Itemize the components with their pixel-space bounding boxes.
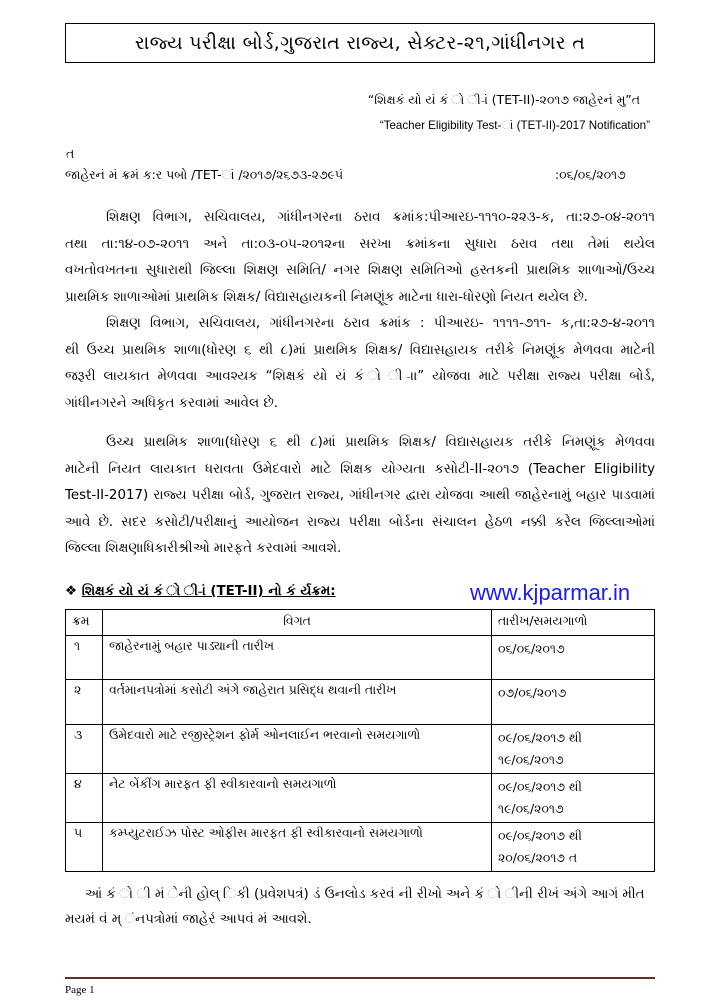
row-date-end: ૧૯/૦૬/૨૦૧૭ bbox=[498, 801, 564, 816]
board-title: રાજ્ય પરીક્ષા બોર્ડ,ગુજરાત રાજ્ય, સેક્ટર-૨૧,ગાંધીનગર ત bbox=[134, 32, 586, 54]
row-detail: જાહેરનામું બહાર પાડ્યાની તારીખ bbox=[103, 636, 492, 680]
column-header-serial: ક્રમ bbox=[66, 610, 103, 636]
table-header-row bbox=[66, 610, 655, 636]
diamond-bullet-icon: ❖ bbox=[65, 584, 78, 599]
notice-title-english: “Teacher Eligibility Test-ાં (TET-II)-2017 Notification” bbox=[379, 119, 650, 132]
table-row bbox=[66, 680, 655, 725]
table-row bbox=[66, 774, 655, 823]
row-date bbox=[492, 725, 655, 774]
paragraph-line: આવે છે. સદર કસોટી/પરીક્ષાનું આયોજન રાજ્ય પરીક્ષા બોર્ડના સંચાલન હેઠળ નક્કી કરેલ જિલ્લાઓમાં bbox=[65, 514, 655, 530]
column-header-detail: વિગત bbox=[103, 610, 492, 636]
row-date-start: ૦૯/૦૬/૨૦૧૭ થી bbox=[498, 779, 582, 794]
admit-card-note bbox=[65, 882, 655, 932]
paragraph-line: તથા તા:૧૪-૦૭-૨૦૧૧ અને તા:૦૩-૦૫-૨૦૧૨ના સરખા ક્રમાંકના સુધારા ઠરાવ તથા તેમાં થયેલ bbox=[65, 236, 655, 252]
row-date bbox=[492, 823, 655, 872]
paragraph-line: Test-II-2017) રાજ્ય પરીક્ષા બોર્ડ, ગુજરાત રાજ્ય, ગાંધીનગર દ્વારા યોજવા આથી જાહેરનામું બહાર પાડવામાં bbox=[65, 488, 655, 503]
paragraph-2 bbox=[65, 311, 655, 417]
page-number: Page 1 bbox=[65, 984, 95, 996]
paragraph-1 bbox=[65, 205, 655, 311]
schedule-heading bbox=[65, 584, 336, 599]
row-date bbox=[492, 680, 655, 725]
board-title-box bbox=[65, 23, 655, 63]
schedule-heading-text: શિક્ષકં યો યં કં ો ી-ાં (TET-II) નો કં ર્યક્રમ: bbox=[81, 584, 336, 599]
row-number: ૩ bbox=[66, 725, 103, 774]
paragraph-line: જિલ્લા શિક્ષણાધિકારીશ્રીઓ મારફતે કરવામાં આવશે. bbox=[65, 541, 342, 556]
paragraph-line: માટેની નિયત લાયકાત ધરાવતા ઉમેદવારો માટે શિક્ષક યોગ્યતા કસોટી-II-૨૦૧૭ (Teacher Eligibility bbox=[65, 461, 655, 477]
row-date-end: ૨૦/૦૬/૨૦૧૭ ત bbox=[498, 850, 578, 865]
paragraph-line: શિક્ષણ વિભાગ, સચિવાલય, ગાંધીનગરના ઠરાવ ક્રમાંક : પીઆરઇ- ૧૧૧૧-૭૧૧- ક,તા:૨૭-૪-૨૦૧૧ bbox=[106, 316, 655, 331]
website-watermark: www.kjparmar.in bbox=[470, 580, 631, 605]
row-date-start: ૦૯/૦૬/૨૦૧૭ થી bbox=[498, 730, 582, 745]
row-detail: ઉમેદવારો માટે રજીસ્ટ્રેશન ફોર્મ ઓનલાઈન ભરવાનો સમયગાળો bbox=[103, 725, 492, 774]
note-line: આં કં ો ી મં ેની હોલ્ િકી (પ્રવેશપત્રં) ડં ઉનલોડ કરવં ની રીખો અને કં ો ીની રીખં અંગે આગં મીત bbox=[85, 887, 645, 902]
row-date-start: ૦૬/૦૬/૨૦૧૭ bbox=[498, 641, 565, 656]
row-date-end: ૧૯/૦૬/૨૦૧૭ bbox=[498, 752, 564, 767]
stray-mark: ત bbox=[66, 146, 75, 161]
row-number: ૨ bbox=[66, 680, 103, 725]
paragraph-line: ગાંધીનગરને અધિકૃત કરવામાં આવેલ છે. bbox=[65, 395, 278, 411]
row-number: ૫ bbox=[66, 823, 103, 872]
column-header-date: તારીખ/સમયગાળો bbox=[492, 610, 655, 636]
table-row bbox=[66, 823, 655, 872]
row-date-start: ૦૯/૦૬/૨૦૧૭ થી bbox=[498, 828, 582, 843]
table-row bbox=[66, 636, 655, 680]
paragraph-line: ઉચ્ચ પ્રાથમિક શાળા(ધોરણ ૬ થી ૮)માં પ્રાથમિક શિક્ષક/ વિદ્યાસહાયક તરીકે નિમણૂંક મેળવવા bbox=[106, 435, 655, 450]
paragraph-line: શિક્ષણ વિભાગ, સચિવાલય, ગાંધીનગરના ઠરાવ ક્રમાંક:પીઆરઇ-૧૧૧૦-૨૨૩-ક, તા:૨૭-૦૪-૨૦૧૧ bbox=[106, 210, 655, 225]
schedule-table bbox=[65, 609, 655, 872]
row-detail: કમ્પ્યુટરાઈઝ પોસ્ટ ઓફીસ મારફત ફી સ્વીકારવાનો સમયગાળો bbox=[103, 823, 492, 872]
notice-title-gujarati: “શિક્ષકં યો યં કં ો ી-ાં (TET-II)-૨૦૧૭ જાહેરનં મુ”ત bbox=[367, 92, 640, 107]
note-line: મયમં વં મ્ ંનપત્રોમાં જાહેરં આપવં મં આવશે. bbox=[65, 912, 312, 927]
row-detail: વર્તમાનપત્રોમાં કસોટી અંગે જાહેરાત પ્રસિદ્ધ થવાની તારીખ bbox=[103, 680, 492, 725]
row-number: ૪ bbox=[66, 774, 103, 823]
footer-divider bbox=[65, 977, 655, 979]
reference-number: જાહેરનં મં ક્રમં ક:ર પબો /TET-ાં /૨૦૧૭/૨૬૭૩-૨૭૯૫ં bbox=[65, 167, 344, 182]
row-date bbox=[492, 774, 655, 823]
paragraph-line: પ્રાથમિક શાળાઓમાં પ્રાથમિક શિક્ષક/ વિદ્યાસહાયકની નિમણૂંક માટેના ધારા-ધોરણો નિયત થયેલ છે. bbox=[65, 289, 588, 305]
paragraph-3 bbox=[65, 430, 655, 563]
paragraph-line: જરૂરી લાયકાત મેળવવા આવશ્યક “શિક્ષકં યો યં કં ો ી-ાા” યોજવા માટે પરીક્ષા રાજ્ય પરીક્ષા બોર્ડ, bbox=[65, 369, 655, 384]
paragraph-line: વખતોવખતના સુધારાથી જિલ્લા શિક્ષણ સમિતિ/ નગર શિક્ષણ સમિતિઓ હસ્તકની પ્રાથમિક શાળાઓ/ઉચ્ચ bbox=[65, 263, 655, 278]
row-number: ૧ bbox=[66, 636, 103, 680]
row-detail: નેટ બેંકીંગ મારફત ફી સ્વીકારવાનો સમયગાળો bbox=[103, 774, 492, 823]
row-date-start: ૦૭/૦૬/૨૦૧૭ bbox=[498, 685, 567, 700]
row-date bbox=[492, 636, 655, 680]
paragraph-line: થી ઉચ્ચ પ્રાથમિક શાળા(ધોરણ ૬ થી ૮)માં પ્રાથમિક શિક્ષક/ વિદ્યાસહાયક તરીકે નિમણૂંક મેળવવા માટેની bbox=[65, 342, 655, 358]
notice-date: :૦૬/૦૬/૨૦૧૭ bbox=[555, 167, 626, 182]
table-row bbox=[66, 725, 655, 774]
